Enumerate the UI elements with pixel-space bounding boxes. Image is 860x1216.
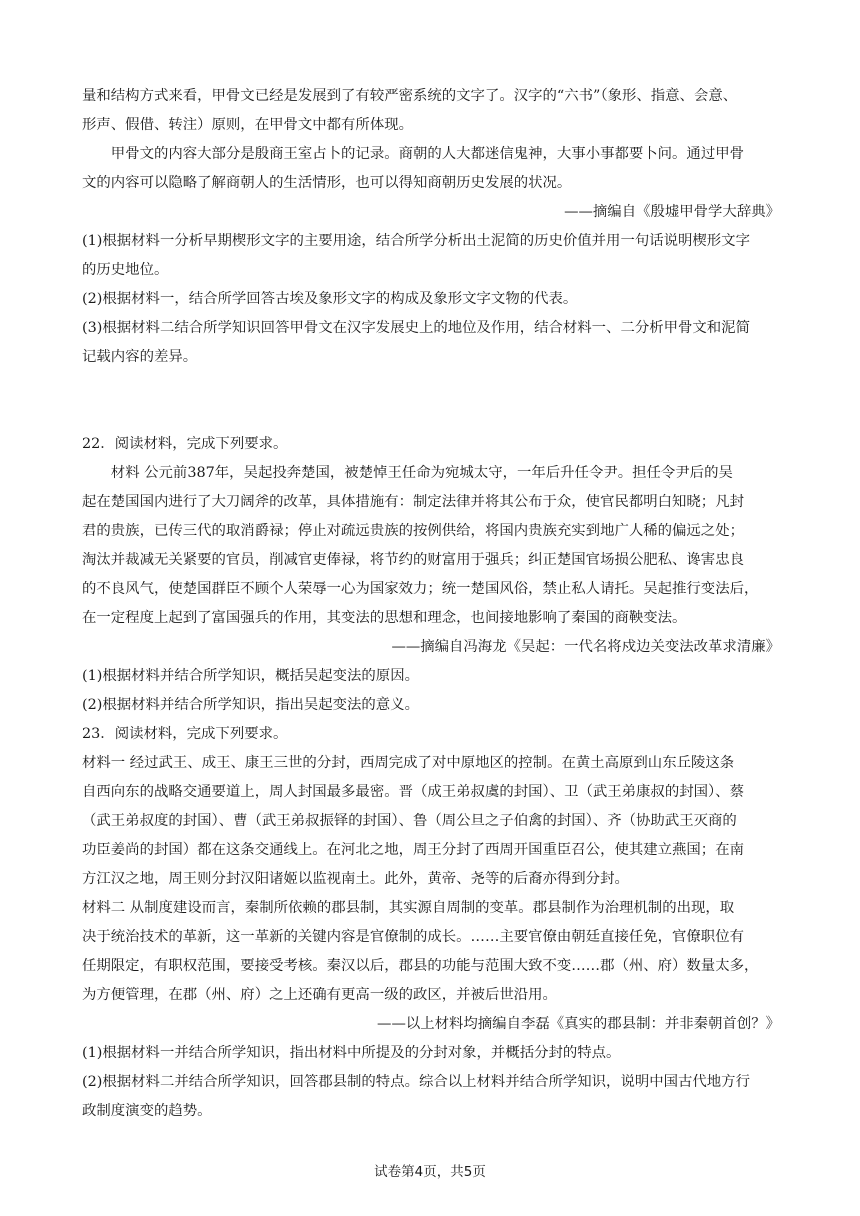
q23-material-1-line-2: 自西向东的战略交通要道上，周人封国最多最密。晋（成王弟叔虞的封国）、卫（武王弟康叔的封国）、蔡: [82, 784, 744, 800]
section-gap: [82, 372, 780, 430]
q22-question-1: (1)根据材料并结合所学知识，概括吴起变法的原因。: [82, 668, 419, 684]
q23-question-1: (1)根据材料一并结合所学知识，指出材料中所提及的分封对象，并概括分封的特点。: [82, 1045, 621, 1061]
q22-source: ——摘编自冯海龙《吴起：一代名将戍边关变法改革求清廉》: [391, 639, 780, 655]
q23-material-1-line-4: 功臣姜尚的封国）都在这条交通线上。在河北之地，周王分封了西周开国重臣召公，使其建立燕国；在南: [82, 842, 744, 858]
q21-question-3-line-1: (3)根据材料二结合所学知识回答甲骨文在汉字发展史上的地位及作用，结合材料一、二分析甲骨文和泥简: [82, 320, 750, 336]
q22-question-2: (2)根据材料并结合所学知识，指出吴起变法的意义。: [82, 697, 419, 713]
q21-paragraph-1-line-2: 形声、假借、转注）原则，在甲骨文中都有所体现。: [82, 117, 413, 133]
q21-question-1-line-1: (1)根据材料一分析早期楔形文字的主要用途，结合所学分析出土泥简的历史价值并用一句话说明楔形文字: [82, 233, 750, 249]
q23-material-2-line-2: 决于统治技术的革新，这一革新的关键内容是官僚制的成长。……主要官僚由朝廷直接任免，官僚职位有: [82, 929, 744, 945]
q21-question-1-line-2: 的历史地位。: [82, 262, 169, 278]
page-footer: 试卷第4页，共5页: [374, 1164, 486, 1180]
q23-source: ——以上材料均摘编自李磊《真实的郡县制：并非秦朝首创？》: [377, 1016, 780, 1032]
q22-material-line-6: 在一定程度上起到了富国强兵的作用，其变法的思想和理念，也间接地影响了秦国的商鞅变法。: [82, 610, 687, 626]
q23-question-2-line-2: 政制度演变的趋势。: [82, 1103, 212, 1119]
q21-question-3-line-2: 记载内容的差异。: [82, 349, 198, 365]
q22-material-line-1: 材料 公元前387年，吴起投奔楚国，被楚悼王任命为宛城太守，一年后升任令尹。担任令尹后的吴: [110, 465, 733, 481]
q23-material-2-line-3: 任期限定，有职权范围，要接受考核。秦汉以后，郡县的功能与范围大致不变……郡（州、府）数量太多，: [82, 958, 759, 974]
q23-question-2-line-1: (2)根据材料二并结合所学知识，回答郡县制的特点。综合以上材料并结合所学知识，说明中国古代地方行: [82, 1074, 750, 1090]
q21-source: ——摘编自《殷墟甲骨学大辞典》: [564, 204, 780, 220]
q23-material-2-line-4: 为方便管理，在郡（州、府）之上还确有更高一级的政区，并被后世沿用。: [82, 987, 557, 1003]
q21-paragraph-2-line-1: 甲骨文的内容大部分是殷商王室占卜的记录。商朝的人大都迷信鬼神，大事小事都要卜问。通过甲骨: [110, 146, 744, 162]
q22-material-line-4: 淘汰并裁减无关紧要的官员，削减官吏俸禄，将节约的财富用于强兵；纠正楚国官场损公肥私、谗害忠良: [82, 552, 744, 568]
q22-material-line-3: 君的贵族，已传三代的取消爵禄；停止对疏远贵族的按例供给，将国内贵族充实到地广人稀的偏远之处；: [82, 523, 744, 539]
q21-paragraph-1-line-1: 量和结构方式来看，甲骨文已经是发展到了有较严密系统的文字了。汉字的“六书”（象形、指意、会意、: [82, 88, 738, 104]
q23-material-1-line-5: 方江汉之地，周王则分封汉阳诸姬以监视南土。此外，黄帝、尧等的后裔亦得到分封。: [82, 871, 629, 887]
q23-material-1-line-3: （武王弟叔度的封国）、曹（武王弟叔振铎的封国）、鲁（周公旦之子伯禽的封国）、齐（协助武王灭商的: [82, 813, 737, 829]
q21-question-2: (2)根据材料一，结合所学回答古埃及象形文字的构成及象形文字文物的代表。: [82, 291, 578, 307]
q23-material-1-line-1: 材料一 经过武王、成王、康王三世的分封，西周完成了对中原地区的控制。在黄土高原到山东丘陵这条: [82, 755, 735, 771]
q22-material-line-2: 起在楚国国内进行了大刀阔斧的改革，具体措施有：制定法律并将其公布于众，使官民都明白知晓；凡封: [82, 494, 744, 510]
q22-title: 22．阅读材料，完成下列要求。: [82, 436, 288, 452]
q21-paragraph-2-line-2: 文的内容可以隐略了解商朝人的生活情形，也可以得知商朝历史发展的状况。: [82, 175, 572, 191]
q23-title: 23．阅读材料，完成下列要求。: [82, 726, 288, 742]
q22-material-line-5: 的不良风气，使楚国群臣不顾个人荣辱一心为国家效力；统一楚国风俗，禁止私人请托。吴起推行变法后，: [82, 581, 759, 597]
page-content: [82, 82, 780, 1126]
q23-material-2-line-1: 材料二 从制度建设而言，秦制所依赖的郡县制，其实源自周制的变革。郡县制作为治理机制的出现，取: [82, 900, 735, 916]
